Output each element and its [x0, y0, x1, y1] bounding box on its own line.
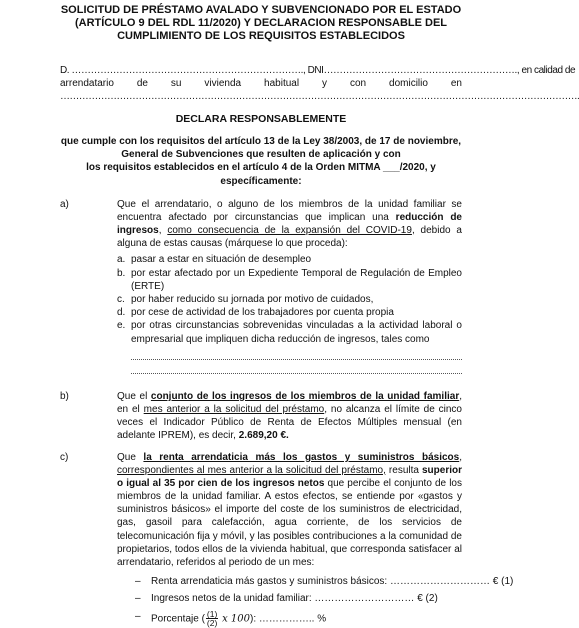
title-line-3: CUMPLIMIENTO DE LOS REQUISITOS ESTABLECIDOS	[117, 30, 405, 43]
section-a-text-1: Que el arrendatario, o alguno de los miembros de la unidad familiar se encuentra afectado por circunstancias que implican una	[117, 198, 462, 223]
cause-text: pasar a estar en situación de desempleo	[131, 254, 312, 266]
title-line-1: SOLICITUD DE PRÉSTAMO AVALADO Y SUBVENCIONADO POR EL ESTADO	[60, 4, 462, 16]
fraction-numerator: (1)	[206, 608, 218, 619]
dash-marker: –	[135, 610, 141, 622]
net-income-label: Ingresos netos de la unidad familiar: ………………………… € (2)	[151, 593, 438, 605]
dash-marker: –	[135, 576, 141, 588]
percentage-label: Porcentaje (	[151, 613, 205, 625]
section-a-underline-1: como consecuencia de la expansión del COVID-19	[167, 225, 412, 237]
section-a-bold-1: reducción de ingresos	[117, 211, 462, 237]
applicant-line-3[interactable]: ………………………………………………………………………………………………………………………………………………….	[60, 90, 579, 102]
rent-plus-expenses-label: Renta arrendaticia más gastos y suministros básicos: ………………………… € (1)	[151, 576, 514, 588]
section-b-marker: b)	[60, 390, 69, 402]
applicant-line-2[interactable]: arrendatario de su vivienda habitual y con domicilio en	[60, 77, 462, 89]
intro-line-3: los requisitos establecidos en el artículo 4 de la Orden MITMA ___/2020, y	[86, 162, 436, 174]
cause-item-a[interactable]	[117, 253, 462, 266]
title-line-2: (ARTÍCULO 9 DEL RDL 11/2020) Y DECLARACION RESPONSABLE DEL	[74, 17, 448, 30]
declaration-heading: DECLARA RESPONSABLEMENTE	[175, 113, 347, 126]
rent-plus-expenses-field[interactable]	[135, 575, 514, 588]
intro-line-1: que cumple con los requisitos del artículo 13 de la Ley 38/2003, de 17 de noviembre,	[60, 135, 462, 147]
section-c-text-4: que percibe el conjunto de los miembros de la unidad familiar. A estos efectos, se entiende por «gastos y suministros básicos» el importe del coste de los suministros de electricidad, gas, gasoil para calefacción, agua corriente, de los servicios de telecomunicación fija y móvil, y las posibles contribuciones a la comunidad de propietarios, todos ellos de la vivienda habitual, que corresponda satisfacer al arrendatario, referidos al periodo de un mes:	[117, 477, 462, 569]
cause-marker: e.	[117, 320, 126, 332]
section-b-bold-underline-1: conjunto de los ingresos de los miembros de la unidad familiar	[150, 390, 460, 402]
declaration-intro	[60, 135, 462, 188]
section-c	[60, 451, 514, 628]
fraction-denominator: (2)	[206, 618, 218, 628]
applicant-block	[60, 64, 579, 104]
section-c-text-2: ,	[459, 451, 462, 463]
section-a-text-3: , debido a alguna de estas causas (márquese lo que proceda):	[117, 225, 462, 250]
section-c-text-1: Que	[117, 451, 144, 463]
section-b	[60, 390, 462, 443]
section-b-text-1: Que el	[117, 390, 151, 402]
section-a	[60, 198, 462, 374]
cause-item-e[interactable]	[117, 319, 462, 345]
income-summary	[135, 575, 514, 628]
section-c-text	[117, 451, 462, 570]
times-hundred: x 100	[222, 613, 250, 625]
cause-marker: b.	[117, 267, 126, 279]
section-b-text	[117, 390, 462, 443]
cause-item-c[interactable]	[117, 293, 462, 306]
cause-text: por cese de actividad de los trabajadores por cuenta propia	[131, 307, 394, 319]
section-c-text-3: resulta	[385, 464, 422, 476]
other-causes-fill-line-2[interactable]	[131, 362, 462, 374]
applicant-line-1[interactable]: D. ………………………………………………………………., DNI……………………………………………………., en calidad de	[60, 64, 576, 76]
section-b-underline-1: mes anterior a la solicitud del préstamo	[143, 403, 325, 415]
section-c-marker: c)	[60, 451, 69, 463]
section-b-text-2: , en el	[117, 390, 463, 415]
section-a-text	[117, 198, 462, 251]
intro-line-4: específicamente:	[220, 175, 302, 187]
other-causes-fill-line-1[interactable]	[131, 348, 462, 360]
cause-marker: c.	[117, 294, 125, 306]
section-c-bold-1: superior o igual al 35 por cien de los ingresos netos	[117, 464, 462, 489]
cause-text: por haber reducido su jornada por motivo de cuidados,	[131, 294, 374, 306]
section-a-text-2: ,	[158, 225, 168, 237]
percentage-tail: ): …………….. %	[250, 613, 327, 625]
dash-marker: –	[135, 593, 141, 605]
cause-item-b[interactable]	[117, 267, 462, 293]
cause-marker: a.	[117, 254, 126, 266]
percentage-fraction	[206, 610, 218, 628]
cause-marker: d.	[117, 307, 126, 319]
percentage-field[interactable]	[135, 610, 462, 628]
section-c-underline-1: correspondientes al mes anterior a la solicitud del préstamo,	[117, 464, 386, 476]
cause-list	[117, 253, 462, 373]
cause-text: por otras circunstancias sobrevenidas vinculadas a la actividad laboral o empresarial que impliquen dicha reducción de ingresos, tales como	[131, 320, 462, 345]
section-b-amount: 2.689,20 €.	[238, 430, 289, 442]
cause-item-d[interactable]	[117, 306, 462, 319]
section-b-text-3: , no alcanza el límite de cinco veces el Indicador Público de Renta de Efectos Múltiples mensual (en adelante IPREM), es decir,	[117, 403, 462, 442]
intro-line-2: General de Subvenciones que resulten de aplicación y con	[121, 149, 401, 161]
section-a-marker: a)	[60, 198, 69, 210]
document-title	[60, 4, 462, 44]
cause-text: por estar afectado por un Expediente Temporal de Regulación de Empleo (ERTE)	[131, 267, 462, 292]
net-income-field[interactable]	[135, 592, 462, 605]
section-c-bold-underline-1: la renta arrendaticia más los gastos y suministros básicos	[143, 451, 460, 463]
